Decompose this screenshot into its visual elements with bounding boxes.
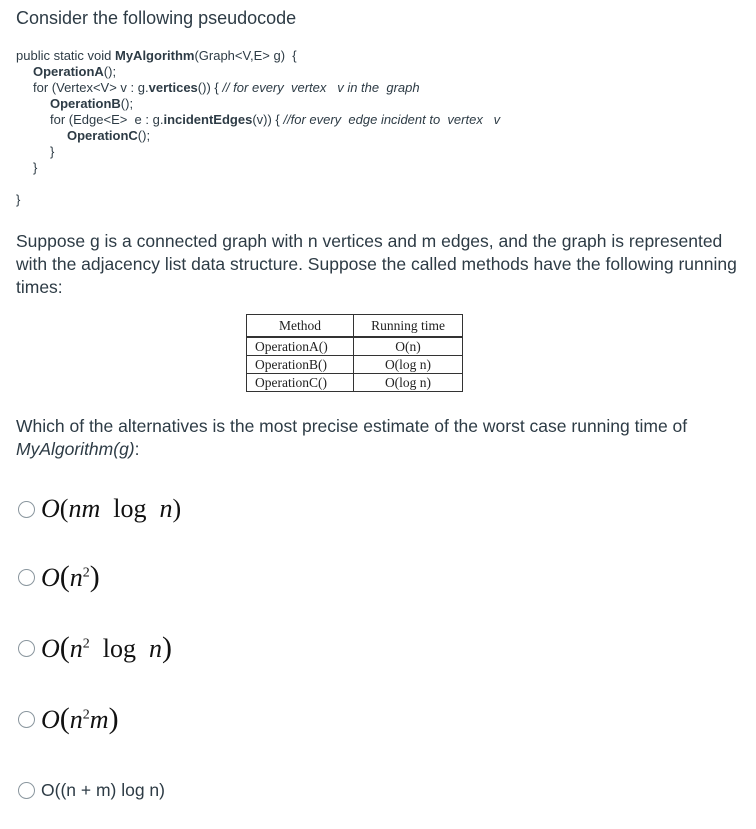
answer-option-3[interactable]	[18, 631, 172, 665]
table-cell: OperationB()	[247, 356, 354, 374]
table-header-row	[247, 315, 463, 338]
table-cell: O(n)	[354, 337, 463, 356]
table-cell: O(log n)	[354, 374, 463, 392]
code-line: for (Edge<E> e : g.incidentEdges(v)) { //for every edge incident to vertex v	[50, 112, 501, 127]
code-line: OperationA();	[33, 64, 117, 79]
answer-option-4[interactable]	[18, 702, 119, 736]
question-prompt: Which of the alternatives is the most precise estimate of the worst case running time of MyAlgorithm(g):	[16, 416, 688, 459]
table-row	[247, 374, 463, 392]
option-label: $O(n^2)$	[41, 560, 100, 593]
running-time-table	[246, 314, 463, 392]
option-label: O(nm log n)	[41, 494, 182, 523]
radio-button[interactable]	[18, 782, 35, 799]
radio-button[interactable]	[18, 501, 35, 518]
code-line: for (Vertex<V> v : g.vertices()) { // for every vertex v in the graph	[33, 80, 420, 95]
code-line: }	[33, 160, 38, 175]
table-header: Running time	[354, 315, 463, 338]
radio-button[interactable]	[18, 711, 35, 728]
table-cell: O(log n)	[354, 356, 463, 374]
option-label: O((n + m) log n)	[41, 780, 165, 800]
code-line: OperationB();	[50, 96, 134, 111]
table-row	[247, 356, 463, 374]
code-line: OperationC();	[67, 128, 151, 143]
option-label: $O(n^2m)$	[41, 702, 119, 735]
table-cell: OperationC()	[247, 374, 354, 392]
option-label: $O(n^2$ log n)	[41, 631, 173, 664]
code-line: public static void MyAlgorithm(Graph<V,E> g) {	[16, 48, 297, 63]
question-title: Consider the following pseudocode	[16, 8, 297, 28]
radio-button[interactable]	[18, 569, 35, 586]
table-row	[247, 337, 463, 356]
table-header: Method	[247, 315, 354, 338]
radio-button[interactable]	[18, 640, 35, 657]
table-cell: OperationA()	[247, 337, 354, 356]
answer-option-5[interactable]	[18, 780, 165, 801]
code-line: }	[16, 192, 21, 207]
question-paragraph: Suppose g is a connected graph with n vertices and m edges, and the graph is represented with the adjacency list data structure. Suppose the called methods have the following running times:	[16, 231, 737, 297]
code-line: }	[50, 144, 55, 159]
answer-option-2[interactable]	[18, 560, 100, 594]
answer-option-1[interactable]	[18, 494, 181, 524]
